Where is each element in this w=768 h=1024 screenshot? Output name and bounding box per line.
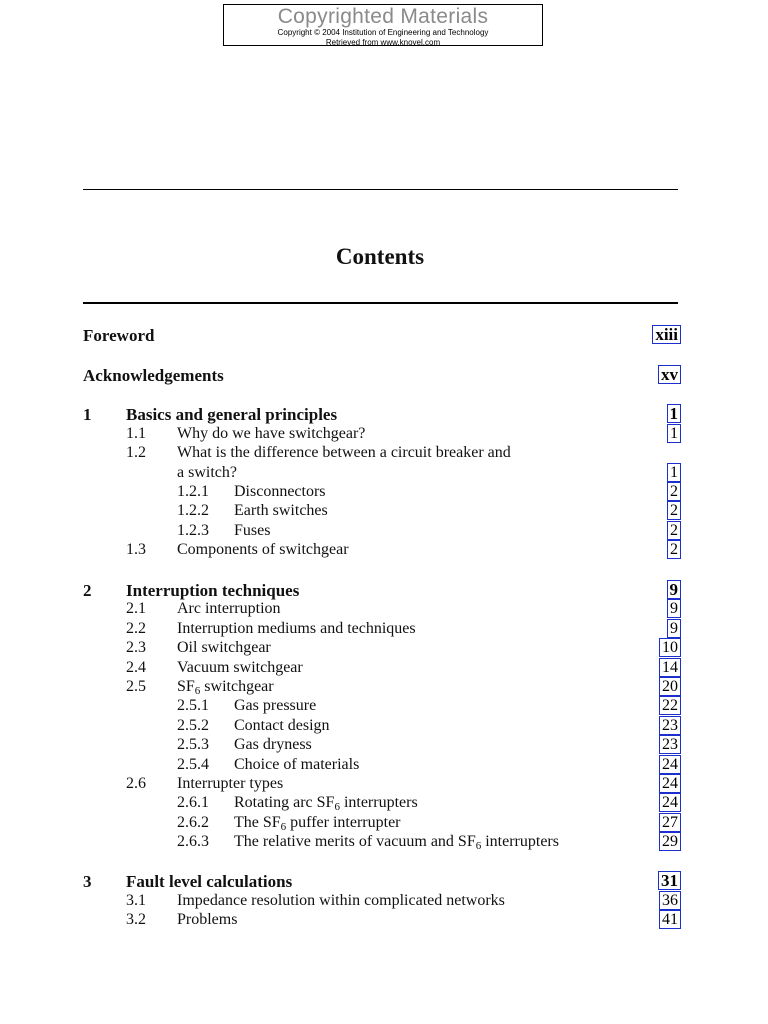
- toc-entry-number: 1.2.2: [177, 502, 209, 519]
- toc-entry-number: 2.1: [126, 600, 146, 617]
- toc-page-link[interactable]: 20: [659, 677, 681, 696]
- toc-page-link[interactable]: 24: [659, 793, 681, 812]
- banner-copyright-line: Copyright © 2004 Institution of Engineering and Technology: [277, 28, 489, 37]
- toc-entry-title: Interrupter types: [177, 775, 284, 792]
- banner-source-line: Retrieved from www.knovel.com: [325, 38, 441, 47]
- toc-page-link[interactable]: 2: [667, 521, 681, 540]
- toc-entry-row: [0, 756, 768, 776]
- toc-page-link[interactable]: 2: [667, 540, 681, 559]
- toc-entry-number: 2.5.2: [177, 717, 209, 734]
- toc-chapter-row: [0, 405, 768, 425]
- toc-page-link[interactable]: 29: [659, 832, 681, 851]
- toc-entry-title: Arc interruption: [177, 600, 281, 617]
- toc-entry-title: Components of switchgear: [177, 541, 349, 558]
- toc-entry-number: 1.2: [126, 444, 146, 461]
- toc-page-link[interactable]: 9: [667, 580, 682, 599]
- toc-page-link[interactable]: 27: [659, 813, 681, 832]
- toc-page-link[interactable]: 36: [659, 891, 681, 910]
- toc-entry-title: Contact design: [234, 717, 330, 734]
- toc-entry-title: Why do we have switchgear?: [177, 425, 366, 442]
- toc-entry-row: [0, 464, 768, 484]
- toc-entry-number: 2.5.1: [177, 697, 209, 714]
- toc-entry-row: [0, 522, 768, 542]
- toc-entry-row: [0, 794, 768, 814]
- toc-entry-row: [0, 444, 768, 464]
- toc-entry-row: [0, 892, 768, 912]
- toc-page-link[interactable]: 1: [667, 463, 681, 482]
- toc-entry-row: [0, 911, 768, 931]
- toc-entry-row: [0, 600, 768, 620]
- toc-entry-number: 1.3: [126, 541, 146, 558]
- toc-entry-number: 1.2.3: [177, 522, 209, 539]
- toc-front-matter-row: [0, 366, 768, 386]
- toc-entry-number: 3.1: [126, 892, 146, 909]
- toc-entry-title: Choice of materials: [234, 756, 360, 773]
- toc-page-link[interactable]: 2: [667, 501, 681, 520]
- toc-entry-number: 2.5.4: [177, 756, 209, 773]
- toc-entry-row: [0, 483, 768, 503]
- toc-entry-row: [0, 425, 768, 445]
- toc-page-link[interactable]: 23: [659, 716, 681, 735]
- toc-page-link[interactable]: 31: [658, 871, 681, 890]
- toc-entry-number: 2: [83, 581, 92, 600]
- toc-page-link[interactable]: 41: [659, 910, 681, 929]
- page-title: Contents: [335, 244, 425, 269]
- toc-entry-row: [0, 678, 768, 698]
- toc-entry-title: What is the difference between a circuit breaker and: [177, 444, 511, 461]
- toc-page-link[interactable]: 9: [667, 599, 681, 618]
- toc-entry-title: Interruption mediums and techniques: [177, 620, 416, 637]
- toc-entry-title: Rotating arc $SF_6$ interrupters: [234, 794, 418, 813]
- toc-entry-title: Impedance resolution within complicated networks: [177, 892, 505, 909]
- toc-entry-title: Acknowledgements: [83, 366, 224, 385]
- toc-front-matter-row: [0, 326, 768, 346]
- toc-entry-title: $SF_6$ switchgear: [177, 678, 274, 697]
- toc-entry-number: 1: [83, 405, 92, 424]
- toc-entry-number: 3.2: [126, 911, 146, 928]
- toc-entry-title: a switch?: [177, 464, 237, 481]
- toc-page-link[interactable]: 1: [667, 424, 681, 443]
- toc-chapter-row: [0, 581, 768, 601]
- toc-entry-row: [0, 639, 768, 659]
- toc-entry-number: 2.4: [126, 659, 146, 676]
- toc-entry-title: Disconnectors: [234, 483, 326, 500]
- toc-page-link[interactable]: 2: [667, 482, 681, 501]
- toc-entry-title: Problems: [177, 911, 238, 928]
- toc-entry-row: [0, 775, 768, 795]
- toc-page-link[interactable]: 22: [659, 696, 681, 715]
- toc-entry-title: Fault level calculations: [126, 872, 293, 891]
- toc-entry-row: [0, 541, 768, 561]
- toc-entry-title: Interruption techniques: [126, 581, 300, 600]
- toc-page-link[interactable]: xiii: [652, 325, 681, 344]
- toc-entry-number: 1.2.1: [177, 483, 209, 500]
- toc-entry-title: Foreword: [83, 326, 155, 345]
- toc-page-link[interactable]: 24: [659, 755, 681, 774]
- toc-entry-number: 2.5.3: [177, 736, 209, 753]
- toc-entry-number: 2.6.3: [177, 833, 209, 850]
- toc-entry-title: Fuses: [234, 522, 271, 539]
- toc-entry-title: The $SF_6$ puffer interrupter: [234, 814, 401, 833]
- toc-entry-row: [0, 620, 768, 640]
- toc-entry-row: [0, 717, 768, 737]
- toc-entry-title: Basics and general principles: [126, 405, 338, 424]
- toc-entry-title: Vacuum switchgear: [177, 659, 303, 676]
- toc-entry-row: [0, 697, 768, 717]
- banner-title: Copyrighted Materials: [277, 5, 489, 28]
- toc-page-link[interactable]: 23: [659, 735, 681, 754]
- toc-entry-title: Oil switchgear: [177, 639, 271, 656]
- toc-entry-title: Gas dryness: [234, 736, 312, 753]
- toc-page-link[interactable]: 1: [667, 404, 682, 423]
- toc-entry-number: 2.3: [126, 639, 146, 656]
- toc-entry-number: 3: [83, 872, 92, 891]
- toc-entry-row: [0, 659, 768, 679]
- toc-entry-title: The relative merits of vacuum and $SF_6$ interrupters: [234, 833, 559, 852]
- toc-entry-number: 1.1: [126, 425, 146, 442]
- toc-page-link[interactable]: xv: [658, 365, 681, 384]
- toc-entry-number: 2.5: [126, 678, 146, 695]
- toc-entry-title: Earth switches: [234, 502, 328, 519]
- toc-entry-number: 2.2: [126, 620, 146, 637]
- toc-page-link[interactable]: 24: [659, 774, 681, 793]
- toc-entry-number: 2.6: [126, 775, 146, 792]
- toc-chapter-row: [0, 872, 768, 892]
- toc-entry-row: [0, 736, 768, 756]
- toc-page-link[interactable]: 10: [659, 638, 681, 657]
- toc-entry-row: [0, 833, 768, 853]
- toc-entry-row: [0, 814, 768, 834]
- toc-entry-title: Gas pressure: [234, 697, 317, 714]
- toc-page-link[interactable]: 9: [667, 619, 681, 638]
- toc-entry-number: 2.6.1: [177, 794, 209, 811]
- toc-entry-number: 2.6.2: [177, 814, 209, 831]
- toc-entry-row: [0, 502, 768, 522]
- toc-page-link[interactable]: 14: [659, 658, 681, 677]
